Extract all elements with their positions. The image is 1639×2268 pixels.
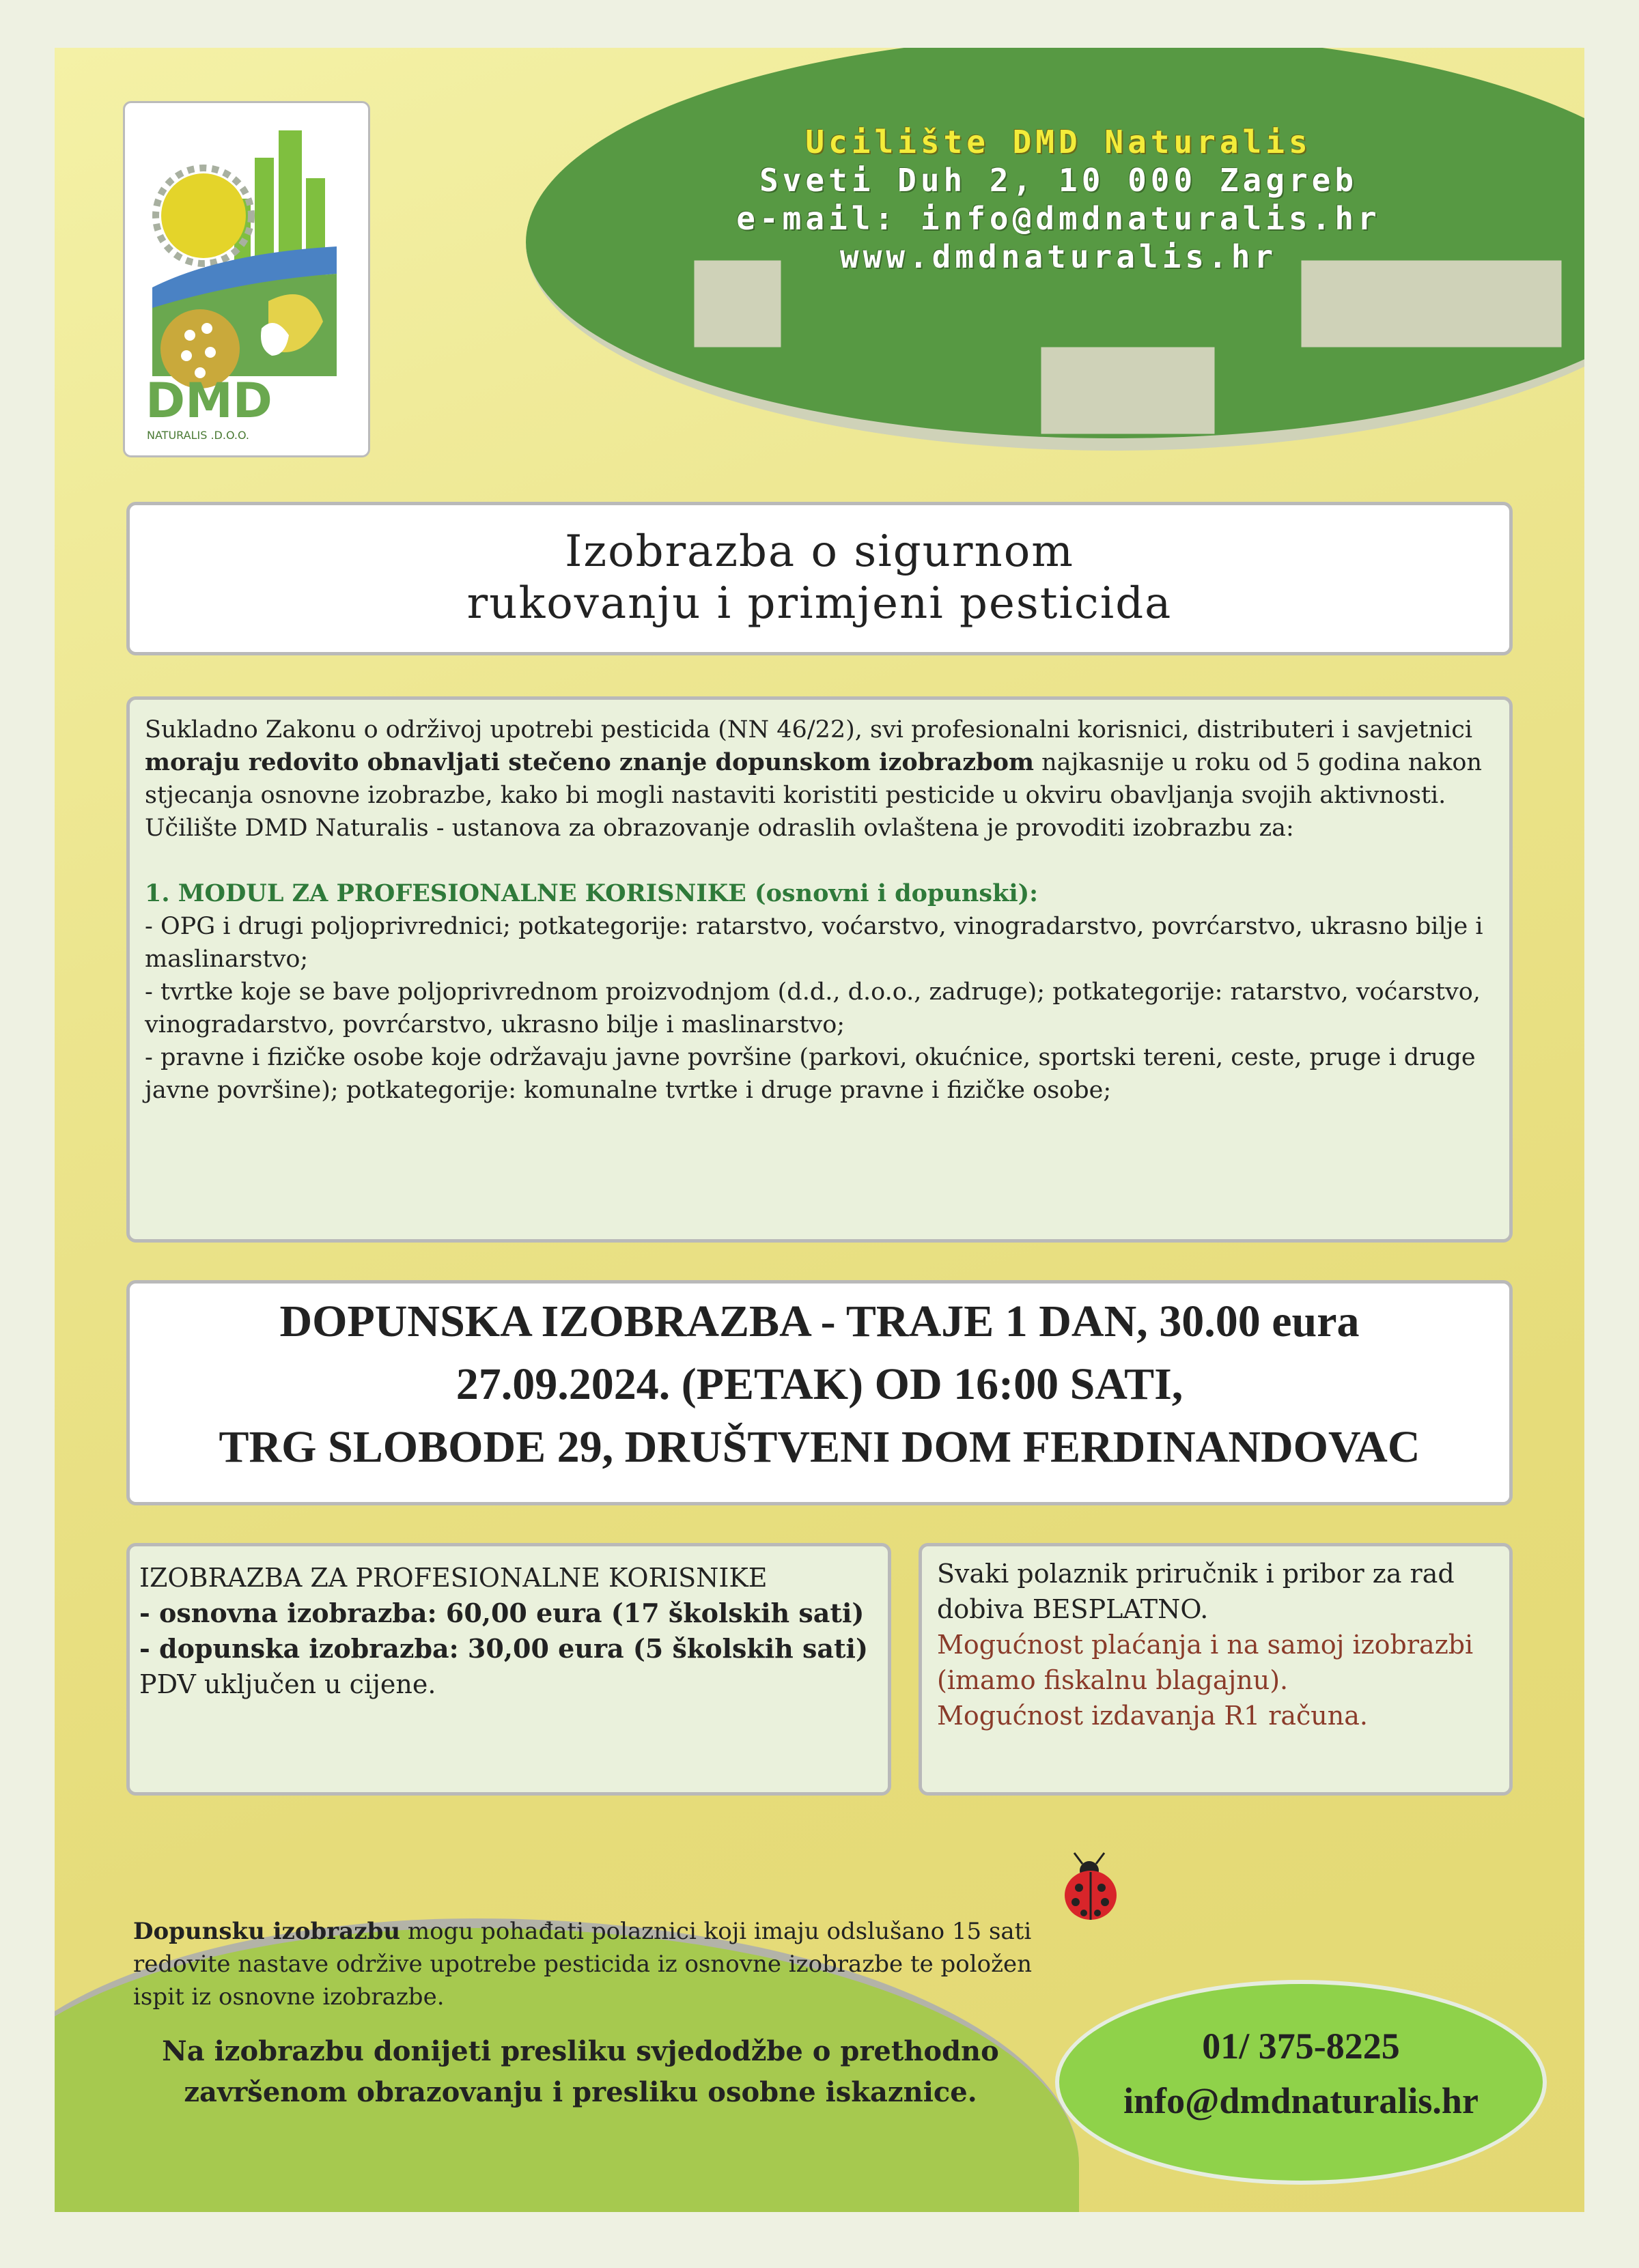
poster [55, 48, 1584, 2212]
intro-text-a: Sukladno Zakonu o održivoj upotrebi pesticida (NN 46/22), svi profesionalni korisnici, distributeri i savjetnici [145, 716, 1473, 743]
info-payment: Mogućnost plaćanja i na samoj izobrazbi (imamo fiskalnu blagajnu). [937, 1630, 1474, 1695]
intro-paragraph [145, 713, 1494, 812]
event-line-1: DOPUNSKA IZOBRAZBA - TRAJE 1 DAN, 30.00 eura [279, 1296, 1360, 1346]
contact-badge [1055, 1980, 1547, 2185]
intro-box [126, 696, 1513, 1243]
intro-text-bold: moraju redovito obnavljati stečeno znanje dopunskom izobrazbom [145, 748, 1035, 776]
school-name: Ucilište DMD Naturalis [805, 124, 1312, 160]
dmd-logo-icon [139, 117, 357, 444]
event-line-2: 27.09.2024. (PETAK) OD 16:00 SATI, [456, 1359, 1183, 1409]
info-materials: Svaki polaznik priručnik i pribor za rad dobiva BESPLATNO. [937, 1559, 1455, 1624]
modul-heading: 1. MODUL ZA PROFESIONALNE KORISNIKE (osnovni i dopunski): [145, 879, 1039, 907]
logo-brand: DMD [145, 373, 272, 429]
footer-rest: mogu pohađati polaznici koji imaju odslušano 15 sati redovite nastave održive upotrebe pesticida iz osnovne izobrazbe te položen ispit iz osnovne izobrazbe. [133, 1918, 1033, 2011]
price-heading: IZOBRAZBA ZA PROFESIONALNE KORISNIKE [139, 1563, 768, 1593]
intro-text-b: najkasnije u roku od 5 godina nakon stjecanja osnovne izobrazbe, kako bi mogli nastaviti koristiti pesticide u okviru obavljanja svojih aktivnosti. [145, 749, 1483, 809]
price-vat: PDV uključen u cijene. [139, 1669, 436, 1699]
info-box [919, 1543, 1513, 1796]
title-box [126, 502, 1513, 655]
footer-requirements [133, 1915, 1048, 2013]
school-website[interactable]: www.dmdnaturalis.hr [839, 238, 1278, 275]
logo [123, 101, 370, 457]
ladybug-icon [1055, 1850, 1130, 1925]
price-extra: - dopunska izobrazba: 30,00 eura (5 školskih sati) [139, 1633, 868, 1664]
intro-authorization: Učilište DMD Naturalis - ustanova za obrazovanje odraslih ovlaštena je provoditi izobrazbu za: [145, 814, 1294, 842]
title-line-1: Izobrazba o sigurnom [565, 526, 1074, 577]
contact-email[interactable]: info@dmdnaturalis.hr [1123, 2080, 1479, 2121]
price-basic: - osnovna izobrazba: 60,00 eura (17 školskih sati) [139, 1598, 865, 1628]
contact-phone[interactable]: 01/ 375-8225 [1202, 2026, 1400, 2067]
info-invoice: Mogućnost izdavanja R1 računa. [937, 1701, 1368, 1731]
footer-note: Na izobrazbu donijeti presliku svjedodžbe o prethodno završenom obrazovanju i presliku osobne iskaznice. [162, 2035, 999, 2108]
logo-subtitle: NATURALIS .D.O.O. [147, 429, 249, 442]
school-email[interactable]: e-mail: info@dmdnaturalis.hr [736, 200, 1381, 237]
price-box [126, 1543, 891, 1796]
header-contact-block [615, 123, 1502, 276]
event-line-3: TRG SLOBODE 29, DRUŠTVENI DOM FERDINANDOVAC [219, 1422, 1420, 1472]
title-line-2: rukovanju i primjeni pesticida [466, 578, 1173, 629]
modul-item: - OPG i drugi poljoprivrednici; potkategorije: ratarstvo, voćarstvo, vinogradarstvo, povrćarstvo, ukrasno bilje i maslinarstvo; [145, 913, 1483, 973]
school-address: Sveti Duh 2, 10 000 Zagreb [759, 162, 1358, 199]
modul-item: - tvrtke koje se bave poljoprivrednom proizvodnjom (d.d., d.o.o., zadruge); potkategorije: ratarstvo, voćarstvo, vinogradarstvo, povrćarstvo, ukrasno bilje i maslinarstvo; [145, 978, 1481, 1038]
event-box [126, 1280, 1513, 1505]
footer-bold: Dopunsku izobrazbu [133, 1918, 401, 1945]
modul-item: - pravne i fizičke osobe koje održavaju javne površine (parkovi, okućnice, sportski tereni, ceste, pruge i druge javne površine); potkategorije: komunalne tvrtke i druge pravne i fizičke osobe; [145, 1044, 1476, 1104]
